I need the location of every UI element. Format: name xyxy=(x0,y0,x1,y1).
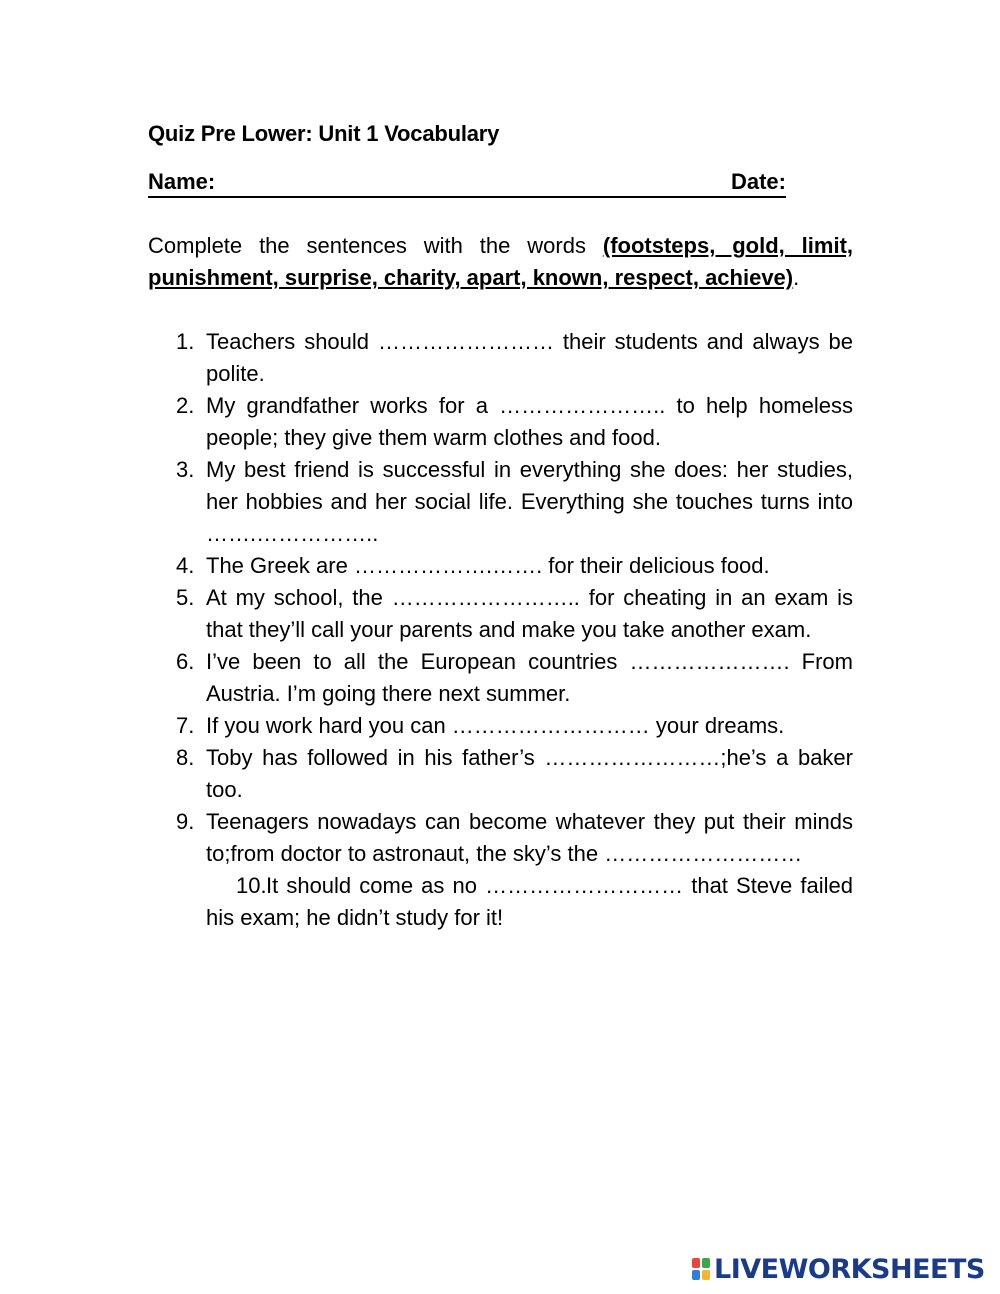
question-number: 2. xyxy=(176,393,195,418)
logo-square-yellow xyxy=(702,1270,710,1280)
question-number: 6. xyxy=(176,649,195,674)
question-number: 3. xyxy=(176,457,195,482)
question-number: 10. xyxy=(236,873,267,898)
logo-square-red xyxy=(692,1258,700,1268)
question-item xyxy=(148,806,853,870)
question-number: 9. xyxy=(176,809,195,834)
question-text: At my school, the …………………….. for cheating in an exam is that they’ll call your parents and make you take another exam. xyxy=(206,585,853,642)
question-text: If you work hard you can ……………………… your dreams. xyxy=(206,713,785,738)
question-item xyxy=(148,870,853,934)
question-text: I’ve been to all the European countries …………………. From Austria. I’m going there next summer. xyxy=(206,649,853,706)
question-number: 4. xyxy=(176,553,195,578)
name-label: Name: xyxy=(148,169,216,194)
question-number: 1. xyxy=(176,329,195,354)
question-item xyxy=(148,582,853,646)
question-text: The Greek are ……………….……. for their delicious food. xyxy=(206,553,770,578)
question-number: 8. xyxy=(176,745,195,770)
question-text: Teachers should …………………… their students and always be polite. xyxy=(206,329,853,386)
question-text: It should come as no ……………………… that Steve failed his exam; he didn’t study for it! xyxy=(206,873,853,930)
logo-text: LIVEWORKSHEETS xyxy=(714,1253,985,1285)
instructions xyxy=(148,230,853,294)
question-text: My best friend is successful in everything she does: her studies, her hobbies and her social life. Everything she touches turns into …….…………….. xyxy=(206,457,853,546)
word-bank: (footsteps, gold, limit, punishment, surprise, charity, apart, known, respect, achieve) xyxy=(148,233,854,290)
question-item xyxy=(148,454,853,550)
question-item xyxy=(148,390,853,454)
question-item xyxy=(148,710,853,742)
question-text: My grandfather works for a ………………….. to help homeless people; they give them warm clothes and food. xyxy=(206,393,853,450)
question-number: 7. xyxy=(176,713,195,738)
question-item xyxy=(148,326,853,390)
liveworksheets-logo-icon xyxy=(692,1258,710,1280)
question-text: Toby has followed in his father’s ……………………;he’s a baker too. xyxy=(206,745,853,802)
logo-square-green xyxy=(702,1258,710,1268)
date-label: Date: xyxy=(730,169,786,194)
worksheet-title: Quiz Pre Lower: Unit 1 Vocabulary xyxy=(148,121,500,146)
name-date-line xyxy=(148,170,786,198)
question-item xyxy=(148,550,853,582)
question-item xyxy=(148,742,853,806)
instruction-text: Complete the sentences with the words xyxy=(148,233,603,258)
question-text: Teenagers nowadays can become whatever they put their minds to;from doctor to astronaut, the sky’s the ……………………… xyxy=(206,809,853,866)
logo-square-blue xyxy=(692,1270,700,1280)
question-list xyxy=(148,326,853,934)
instruction-end: . xyxy=(793,265,800,290)
liveworksheets-logo xyxy=(692,1253,985,1285)
question-item xyxy=(148,646,853,710)
question-number: 5. xyxy=(176,585,195,610)
